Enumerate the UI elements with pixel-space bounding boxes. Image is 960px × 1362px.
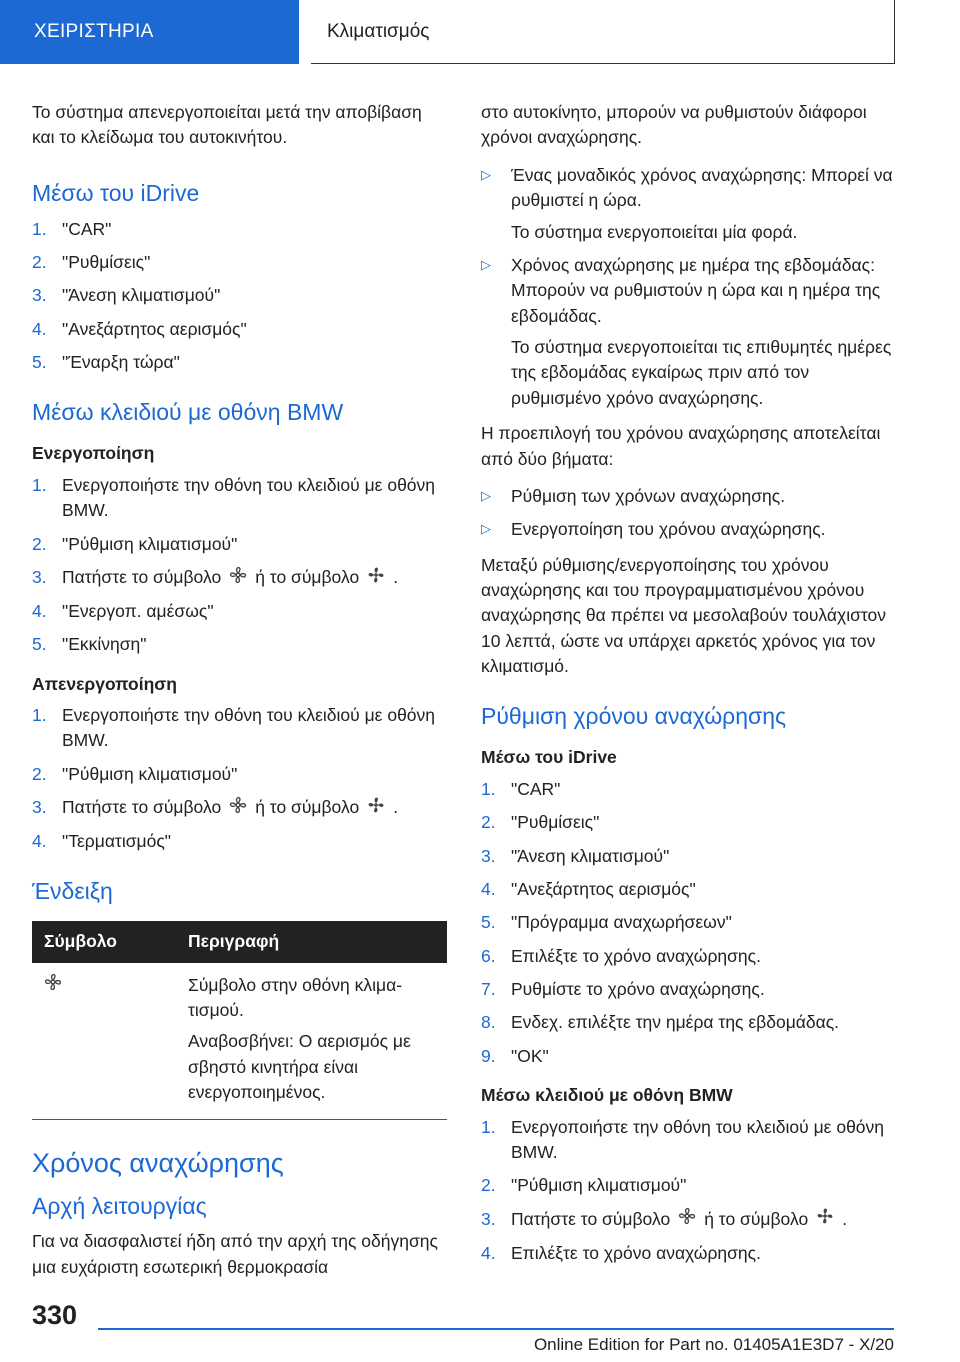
step-number: 3.	[481, 845, 496, 866]
intro-paragraph: Το σύστημα απενεργοποιείται μετά την αποβίβαση και το κλείδωμα του αυτοκινήτου.	[32, 102, 422, 148]
step-number: 4.	[481, 1242, 496, 1263]
step-number: 9.	[481, 1045, 496, 1066]
page-number: 330	[32, 1300, 78, 1330]
steps-bullet-list	[481, 484, 901, 543]
fan-filled-icon	[816, 1207, 834, 1232]
fan-filled-icon	[367, 796, 385, 821]
list-item	[481, 1241, 901, 1266]
step-number: 4.	[32, 600, 47, 621]
list-item	[481, 810, 901, 835]
step-text: Ρυθμίστε το χρόνο αναχώρησης.	[511, 979, 765, 1000]
step-number: 6.	[481, 945, 496, 966]
section-tab-label: ΧΕΙΡΙΣΤΗΡΙΑ	[34, 21, 154, 43]
list-item	[481, 163, 901, 245]
list-item: 3. Πατήστε το σύμβολο ή το σύμβολο .	[32, 565, 447, 591]
step-number: 7.	[481, 979, 496, 1000]
step-number: 1.	[32, 705, 47, 726]
step-text: "Ρύθμιση κλιματισμού"	[62, 533, 238, 554]
list-item	[32, 250, 447, 275]
bullet-text: Ενεργοποίηση του χρόνου αναχώρησης.	[511, 519, 826, 540]
bullet-subtext: Το σύστημα ενεργοποιείται μία φορά.	[511, 221, 798, 242]
step-number: 2.	[481, 812, 496, 833]
bullet-triangle-icon: ▷	[481, 166, 491, 182]
list-item	[32, 350, 447, 375]
principle-text: Για να διασφαλιστεί ήδη από την αρχή της οδήγησης μια ευχάριστη εσωτερική θερμοκρασία	[32, 1231, 438, 1277]
list-item	[32, 283, 447, 308]
step-text: Ενδεχ. επιλέξτε την ημέρα της εβδομάδας.	[511, 1012, 840, 1033]
step-number: 1.	[481, 778, 496, 799]
step-number: 4.	[32, 831, 47, 852]
list-item	[481, 844, 901, 869]
bullet-text: Ρύθμιση των χρόνων αναχώρησης.	[511, 485, 786, 506]
step-number: 2.	[32, 533, 47, 554]
step-text: Ενεργοποιήστε την οθόνη του κλειδιού με οθόνη BMW.	[62, 474, 436, 521]
step-number: 5.	[481, 912, 496, 933]
table-cell	[32, 963, 176, 1120]
step-text: Πατήστε το σύμβολο	[62, 566, 222, 587]
edition-note: Online Edition for Part no. 01405A1E3D7 - X/20	[533, 1335, 894, 1354]
list-item	[32, 532, 447, 557]
step-number: 2.	[32, 252, 47, 273]
list-item	[481, 877, 901, 902]
departure-types-list	[481, 163, 901, 411]
default-paragraph: Η προεπιλογή του χρόνου αναχώρησης αποτελείται από δύο βήματα:	[481, 423, 881, 469]
table-header: Σύμβολο	[32, 921, 176, 963]
list-item	[481, 944, 901, 969]
step-text: "OK"	[511, 1045, 549, 1066]
step-text: Ενεργοποιήστε την οθόνη του κλειδιού με οθόνη BMW.	[62, 705, 436, 751]
symbol-connector: ή το σύμβολο	[255, 797, 360, 818]
step-number: 5.	[32, 634, 47, 655]
list-item	[481, 517, 901, 542]
list-item	[481, 253, 901, 411]
section-tab	[0, 0, 299, 64]
step-number: 1.	[481, 1116, 496, 1137]
step-text: "Άνεση κλιματισμού"	[511, 845, 670, 866]
list-item	[481, 1115, 901, 1166]
step-number: 3.	[481, 1208, 496, 1229]
step-text: "CAR"	[511, 778, 561, 799]
step-text: "Τερματισμός"	[62, 831, 171, 852]
activation-heading: Ενεργοποίηση	[32, 443, 155, 464]
step-number: 3.	[32, 797, 47, 818]
step-number: 1.	[32, 218, 47, 239]
step-text: Επιλέξτε το χρόνο αναχώρησης.	[511, 945, 761, 966]
set-departure-heading: Ρύθμιση χρόνου αναχώρησης	[481, 702, 787, 729]
step-number: 4.	[32, 318, 47, 339]
fan-outline-icon	[229, 796, 247, 821]
list-item: 3. Πατήστε το σύμβολο ή το σύμβολο .	[32, 795, 447, 821]
fan-outline-icon	[44, 975, 62, 995]
symbol-connector: ή το σύμβολο	[704, 1208, 809, 1229]
step-number: 8.	[481, 1012, 496, 1033]
idrive-subheading: Μέσω του iDrive	[481, 747, 617, 768]
list-item	[32, 829, 447, 854]
bullet-subtext: Το σύστημα ενεργοποιείται τις επιθυμητές ημέρες της εβδομάδας εγκαίρως πριν από τον ρυθμισμένο χρόνο αναχώρησης.	[511, 337, 892, 408]
step-number: 4.	[481, 878, 496, 899]
fan-outline-icon	[229, 566, 247, 591]
table-row	[32, 963, 447, 1120]
deactivation-steps	[32, 703, 447, 855]
step-number: 2.	[481, 1175, 496, 1196]
list-item	[32, 703, 447, 754]
table-cell	[176, 963, 447, 1120]
key-steps	[481, 1115, 901, 1267]
table-header: Περιγραφή	[176, 921, 447, 963]
list-item	[32, 762, 447, 787]
step-text: Ενεργοποιήστε την οθόνη του κλειδιού με οθόνη BMW.	[511, 1116, 885, 1162]
idrive-steps	[481, 777, 901, 1069]
symbol-blinking-description: Αναβοσβήνει: Ο αερισμός με σβηστό κινητήρα είναι ενεργοποιημένος.	[188, 1031, 411, 1103]
indicator-heading: Ένδειξη	[32, 877, 113, 904]
key-heading: Μέσω κλειδιού με οθόνη BMW	[32, 398, 344, 425]
list-item	[481, 484, 901, 509]
step-text: Πατήστε το σύμβολο	[511, 1208, 671, 1229]
fan-outline-icon	[678, 1207, 696, 1232]
list-item	[481, 977, 901, 1002]
list-item	[32, 217, 447, 242]
idrive-heading: Μέσω του iDrive	[32, 179, 200, 206]
step-text: "Ρυθμίσεις"	[511, 812, 600, 833]
key-subheading: Μέσω κλειδιού με οθόνη BMW	[481, 1085, 733, 1106]
bullet-triangle-icon: ▷	[481, 521, 491, 537]
bullet-text: Χρόνος αναχώρησης με ημέρα της εβδομάδας: Μπορούν να ρυθμιστούν η ώρα και η ημέρα της εβδομάδας.	[511, 254, 881, 326]
fan-filled-icon	[367, 566, 385, 591]
list-item	[481, 1010, 901, 1035]
list-item	[481, 1044, 901, 1069]
list-item	[481, 1173, 901, 1198]
bullet-text: Ένας μοναδικός χρόνος αναχώρησης: Μπορεί να ρυθμιστεί η ώρα.	[511, 164, 893, 211]
footer-divider	[98, 1328, 894, 1330]
step-text: "Ρύθμιση κλιματισμού"	[62, 763, 238, 784]
bullet-triangle-icon: ▷	[481, 487, 491, 503]
step-text: "Πρόγραμμα αναχωρήσεων"	[511, 912, 732, 933]
between-paragraph: Μεταξύ ρύθμισης/ενεργοποίησης του χρόνου αναχώρησης και του προγραμματισμένου χρόνου αναχώρησης θα πρέπει να μεσολαβούν τουλάχιστον 10 λεπτά, ώστε να υπάρχει αρκετός χρόνος για τον κλιματισμό.	[481, 554, 887, 677]
list-item	[32, 599, 447, 624]
idrive-steps	[32, 217, 447, 376]
symbol-table	[32, 921, 447, 1121]
page-title: Κλιματισμός	[327, 20, 430, 42]
page-title-box	[311, 0, 895, 64]
step-text: Πατήστε το σύμβολο	[62, 797, 222, 818]
step-number: 3.	[32, 285, 47, 306]
list-item	[32, 632, 447, 657]
symbol-description: Σύμβολο στην οθόνη κλιματισμού.	[188, 974, 403, 1020]
step-text: "Ανεξάρτητος αερισμός"	[62, 318, 247, 339]
step-number: 5.	[32, 352, 47, 373]
step-text: "Άνεση κλιματισμού"	[62, 285, 221, 306]
right-column	[481, 100, 901, 1276]
bullet-triangle-icon: ▷	[481, 256, 491, 272]
left-column	[32, 100, 447, 1292]
step-text: "Ενεργοπ. αμέσως"	[62, 600, 214, 621]
step-text: "Ρύθμιση κλιματισμού"	[511, 1175, 687, 1196]
list-item	[32, 473, 447, 524]
step-number: 3.	[32, 566, 47, 587]
step-text: "Έναρξη τώρα"	[62, 352, 180, 373]
deactivation-heading: Απενεργοποίηση	[32, 673, 177, 694]
list-item	[481, 910, 901, 935]
principle-heading: Αρχή λειτουργίας	[32, 1192, 207, 1219]
list-item	[481, 777, 901, 802]
symbol-connector: ή το σύμβολο	[255, 566, 360, 587]
departure-heading: Χρόνος αναχώρησης	[32, 1148, 284, 1179]
continued-paragraph: στο αυτοκίνητο, μπορούν να ρυθμιστούν διάφοροι χρόνοι αναχώρησης.	[481, 102, 867, 148]
step-text: "Ανεξάρτητος αερισμός"	[511, 878, 696, 899]
activation-steps	[32, 473, 447, 658]
step-text: "Ρυθμίσεις"	[62, 252, 151, 273]
step-text: Επιλέξτε το χρόνο αναχώρησης.	[511, 1242, 761, 1263]
table-header-row	[32, 921, 447, 963]
step-number: 2.	[32, 763, 47, 784]
step-number: 1.	[32, 474, 47, 495]
step-text: "Εκκίνηση"	[62, 634, 147, 655]
list-item	[32, 317, 447, 342]
step-text: "CAR"	[62, 218, 112, 239]
list-item: 3. Πατήστε το σύμβολο ή το σύμβολο .	[481, 1207, 901, 1233]
